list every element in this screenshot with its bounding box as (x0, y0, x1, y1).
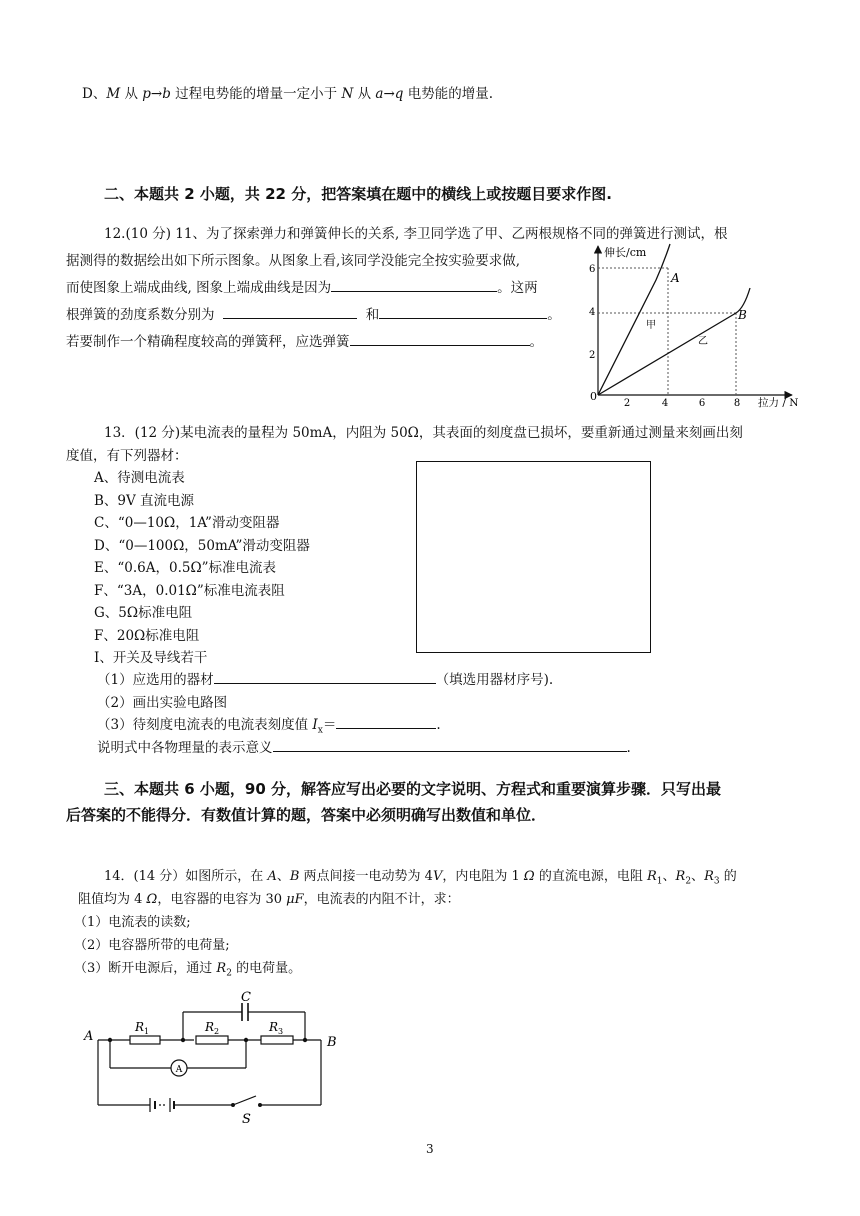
q13-sub3: （3）待刻度电流表的电流表刻度值 $I_x=$ . (97, 713, 441, 736)
switch-label: S (242, 1112, 251, 1125)
q12-line2: 据测得的数据绘出如下所示图象。从图象上看,该同学没能完全按实验要求做, (66, 253, 521, 269)
q13-sub1: （1）应选用的器材 （填选用器材序号). (97, 668, 553, 688)
switch-contact (258, 1103, 262, 1107)
q13-answer-blank-3[interactable] (273, 737, 627, 752)
q13-answer-blank-2[interactable] (336, 714, 436, 729)
q13-line1: 13．(12 分)某电流表的量程为 50mA，内阻为 50Ω，其表面的刻度盘已损坏，要重新通过测量来刻画出刻 (104, 425, 743, 441)
q13-sub2: （2）画出实验电路图 (97, 695, 228, 711)
x-tick-2: 2 (623, 398, 631, 409)
terminal-b-label: B (327, 1035, 337, 1050)
q14-line1: 14．(14 分）如图所示，在 A、B 两点间接一电动势为 4V，内电阻为 1 Ω 的直流电源，电阻 $R_1$、$R_2$、$R_3$ 的 (104, 869, 737, 887)
q13-item-i: I、开关及导线若干 (94, 650, 208, 666)
switch-lever (233, 1096, 256, 1105)
label-B: B (738, 308, 747, 322)
terminal-a-label: A (84, 1029, 94, 1044)
x-tick-4: 4 (661, 398, 669, 409)
y-tick-2: 2 (589, 350, 596, 361)
q13-item-e: E、“0.6A，0.5Ω”标准电流表 (94, 560, 277, 576)
q14-sub3: （3）断开电源后，通过 $R_2$ 的电荷量。 (74, 961, 302, 979)
q12-answer-blank-4[interactable] (350, 331, 530, 346)
q12-line3: 而使图象上端成曲线, 图象上端成曲线是因为 。这两 (66, 276, 538, 296)
graph-origin: 0 (590, 390, 597, 403)
node-2 (181, 1038, 185, 1042)
q12-answer-blank-2[interactable] (223, 304, 357, 319)
r3-label: $R_3$ (269, 1020, 284, 1036)
q13-item-f: F、“3A，0.01Ω”标准电流表阻 (94, 583, 285, 599)
q13-item-d: D、“0—100Ω，50mA”滑动变阻器 (94, 538, 310, 554)
q14-sub1: （1）电流表的读数; (74, 915, 191, 930)
section3-heading-line1: 三、本题共 6 小题，90 分，解答应写出必要的文字说明、方程式和重要演算步骤．只写出最 (104, 780, 721, 798)
r1-label: $R_1$ (135, 1020, 150, 1036)
label-A: A (671, 271, 680, 285)
q13-item-f2: F、20Ω标准电阻 (94, 628, 200, 644)
resistor-r1 (130, 1036, 160, 1044)
resistor-r2 (196, 1036, 228, 1044)
y-tick-6: 6 (589, 264, 596, 275)
line-jia (598, 244, 670, 395)
q14-line2: 阻值均为 4 Ω，电容器的电容为 30 μF，电流表的内阻不计，求： (78, 892, 460, 907)
q13-item-b: B、9V 直流电源 (94, 493, 195, 509)
q13-item-g: G、5Ω标准电阻 (94, 605, 193, 621)
q12-line5: 若要制作一个精确程度较高的弹簧秤，应选弹簧 。 (66, 330, 543, 350)
r2-label: $R_2$ (205, 1020, 220, 1036)
section2-heading: 二、本题共 2 小题，共 22 分，把答案填在题中的横线上或按题目要求作图. (104, 185, 612, 203)
q13-item-a: A、待测电流表 (94, 470, 185, 486)
graph-x-label: 拉力 / N (758, 397, 799, 409)
q13-sub4: 说明式中各物理量的表示意义 . (97, 736, 631, 756)
y-tick-4: 4 (589, 307, 596, 318)
resistor-r3 (261, 1036, 293, 1044)
node-3 (244, 1038, 248, 1042)
q14-circuit (78, 985, 348, 1125)
q12-line1: 12.(10 分) 11、为了探索弹力和弹簧伸长的关系, 李卫同学选了甲、乙两根规格不同的弹簧进行测试，根 (104, 226, 728, 242)
q13-item-c: C、“0—10Ω，1A”滑动变阻器 (94, 515, 280, 531)
x-tick-8: 8 (733, 398, 741, 409)
node-4 (303, 1038, 307, 1042)
line-yi (598, 288, 750, 395)
label-yi: 乙 (698, 336, 708, 347)
q12-line4: 根弹簧的劲度系数分别为 和 。 (66, 303, 561, 323)
circuit-drawing-box[interactable] (416, 461, 651, 653)
node-1 (108, 1038, 112, 1042)
page-number: 3 (426, 1142, 434, 1156)
spring-graph (580, 240, 810, 410)
q12-answer-blank-3[interactable] (379, 304, 547, 319)
x-tick-6: 6 (698, 398, 706, 409)
q14-sub2: （2）电容器所带的电荷量; (74, 938, 230, 953)
q11-option-d: D、M 从 p→b 过程电势能的增量一定小于 N 从 a→q 电势能的增量. (82, 86, 493, 102)
q13-line2: 度值，有下列器材： (66, 448, 188, 464)
switch-pivot (231, 1103, 235, 1107)
capacitor-label: C (241, 990, 251, 1005)
q12-answer-blank-1[interactable] (331, 277, 497, 292)
ammeter-label: A (175, 1065, 183, 1075)
q13-answer-blank-1[interactable] (214, 669, 436, 684)
label-jia: 甲 (646, 320, 656, 331)
graph-y-label: 伸长/cm (604, 246, 647, 259)
section3-heading-line2: 后答案的不能得分．有数值计算的题，答案中必须明确写出数值和单位． (66, 806, 547, 824)
